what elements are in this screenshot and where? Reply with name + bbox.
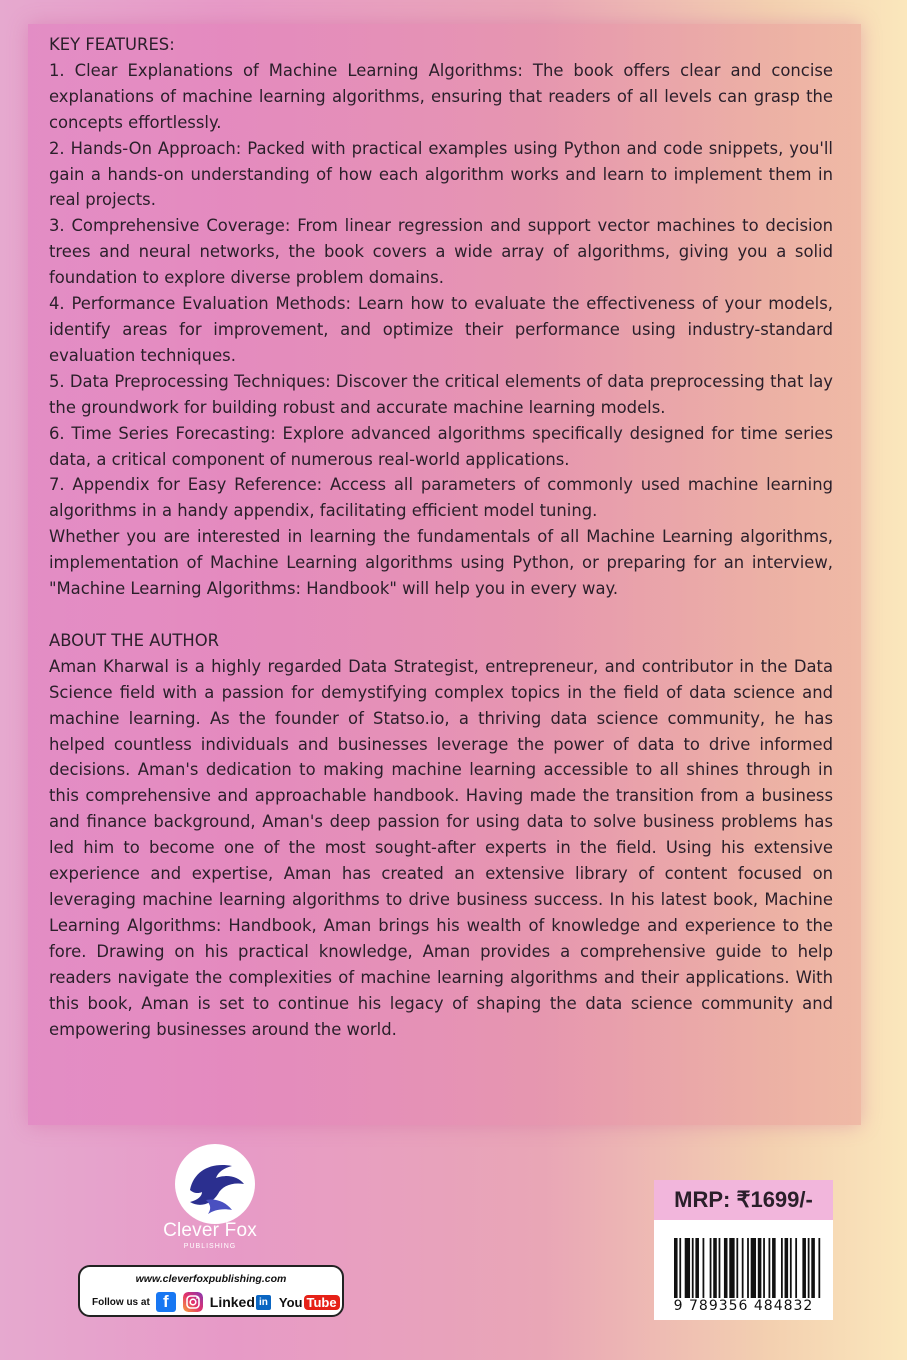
- barcode-bar: [802, 1238, 806, 1298]
- barcode-bar: [695, 1238, 699, 1298]
- price-box: [654, 1180, 833, 1220]
- facebook-icon[interactable]: f: [156, 1292, 176, 1312]
- about-author-body: Aman Kharwal is a highly regarded Data Strategist, entrepreneur, and contributor in the Data Science field with a passion for demystifying complex topics in the field of data science and machine learning. As the founder of Statso.io, a thriving data science community, he has helped countless individuals and businesses leverage the power of data to drive informed decisions. Aman's dedication to making machine learning accessible to all shines through in this comprehensive and approachable handbook. Having made the transition from a business and finance background, Aman's deep passion for using data to solve business problems has led him to become one of the most sought-after experts in the field. Using his extensive experience and expertise, Aman has created an extensive library of content focused on leveraging machine learning algorithms to drive business success. In his latest book, Machine Learning Algorithms: Handbook, Aman brings his wealth of knowledge and experience to the fore. Drawing on his practical knowledge, Aman provides a comprehensive guide to help readers navigate the complexities of machine learning algorithms and their applications. With this book, Aman is set to continue his legacy of shaping the data science community and empowering businesses around the world.: [49, 656, 833, 1039]
- feature-item-2: 2. Hands-On Approach: Packed with practical examples using Python and code snippets, you'll gain a hands-on understanding of how each algorithm works and learn to implement them in real projects.: [49, 138, 833, 210]
- barcode-bar: [781, 1238, 783, 1298]
- linkedin-icon[interactable]: in: [256, 1295, 271, 1310]
- barcode-bar: [674, 1238, 678, 1298]
- barcode-bar: [724, 1238, 728, 1298]
- feature-item-1: 1. Clear Explanations of Machine Learning Algorithms: The book offers clear and concise explanations of machine learning algorithms, ensuring that readers of all levels can grasp the concepts effortlessly.: [49, 60, 833, 132]
- barcode-bar: [751, 1238, 756, 1298]
- barcode-icon: [674, 1238, 822, 1298]
- isbn-number: 9 789356 484832: [673, 1298, 814, 1314]
- barcode-bar: [758, 1238, 762, 1298]
- publisher-contact-box: [78, 1265, 344, 1317]
- barcode-bar: [747, 1238, 749, 1298]
- barcode-box: [654, 1220, 833, 1320]
- youtube-icon[interactable]: Tube: [304, 1295, 340, 1310]
- barcode-bar: [736, 1238, 738, 1298]
- feature-item-5: 5. Data Preprocessing Techniques: Discover the critical elements of data preprocessing that lay the groundwork for building robust and accurate machine learning models.: [49, 371, 833, 417]
- publisher-name: Clever Fox: [163, 1220, 257, 1241]
- barcode-bar: [710, 1238, 712, 1298]
- feature-item-4: 4. Performance Evaluation Methods: Learn how to evaluate the effectiveness of your models, identify areas for improvement, and optimize their performance using industry-standard evaluation techniques.: [49, 294, 833, 365]
- feature-item-7: 7. Appendix for Easy Reference: Access all parameters of commonly used machine learning algorithms in a handy appendix, facilitating efficient model tuning.: [49, 475, 833, 521]
- about-author-heading: ABOUT THE AUTHOR: [49, 630, 220, 650]
- barcode-bar: [811, 1238, 815, 1298]
- key-features-heading: KEY FEATURES:: [49, 35, 175, 54]
- barcode-bar: [790, 1238, 792, 1298]
- barcode-bar: [713, 1238, 717, 1298]
- barcode-bar: [685, 1238, 690, 1298]
- publisher-tagline: PUBLISHING: [183, 1243, 237, 1250]
- barcode-bar: [763, 1238, 765, 1298]
- barcode-bar: [785, 1238, 789, 1298]
- youtube-label[interactable]: You: [278, 1294, 303, 1310]
- follow-label: Follow us at: [92, 1296, 150, 1308]
- features-summary: Whether you are interested in learning the fundamentals of all Machine Learning algorithms, implementation of Machine Learning algorithms using Python, or preparing for an interview, "Machine Learning Algorithms: Handbook" will help you in every way.: [49, 527, 833, 599]
- feature-item-6: 6. Time Series Forecasting: Explore advanced algorithms specifically designed for time series data, a critical component of numerous real-world applications.: [49, 423, 833, 469]
- barcode-bar: [808, 1238, 810, 1298]
- barcode-bar: [692, 1238, 694, 1298]
- barcode-bar: [719, 1238, 721, 1298]
- barcode-bar: [703, 1238, 705, 1298]
- feature-item-3: 3. Comprehensive Coverage: From linear regression and support vector machines to decision trees and neural networks, the book covers a wide array of algorithms, giving you a solid foundation to explore diverse problem domains.: [49, 216, 833, 288]
- barcode-bar: [729, 1238, 734, 1298]
- barcode-bar: [742, 1238, 744, 1298]
- barcode-bar: [818, 1238, 820, 1298]
- mrp-price: MRP: ₹1699/-: [674, 1187, 813, 1212]
- barcode-bar: [795, 1238, 797, 1298]
- instagram-icon[interactable]: [183, 1292, 203, 1312]
- barcode-bar: [769, 1238, 771, 1298]
- barcode-bar: [772, 1238, 776, 1298]
- back-cover-text: [49, 32, 833, 1042]
- publisher-website[interactable]: www.cleverfoxpublishing.com: [135, 1273, 287, 1285]
- barcode-bar: [679, 1238, 681, 1298]
- social-links: [92, 1291, 340, 1313]
- linkedin-label[interactable]: Linked: [209, 1294, 255, 1310]
